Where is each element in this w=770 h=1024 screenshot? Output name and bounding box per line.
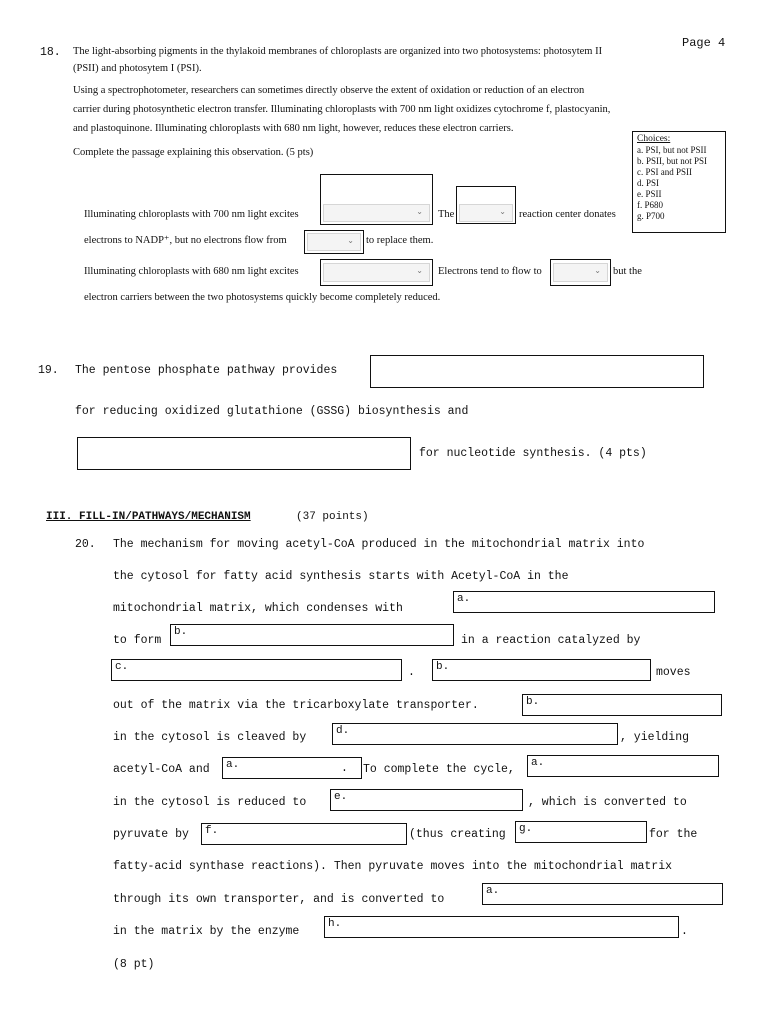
- dropdown-q18-2[interactable]: [459, 204, 513, 222]
- dropdown-q18-5[interactable]: [553, 263, 608, 282]
- choices-list: [637, 145, 707, 222]
- q20-line12: through its own transporter, and is converted to: [113, 893, 445, 906]
- answer-box-20d-1[interactable]: [332, 723, 618, 745]
- q20-line5-end: moves: [656, 666, 691, 679]
- blank-label-g: g.: [519, 823, 533, 835]
- q18-para-line2: carrier during photosynthetic electron transfer. Illuminating chloroplasts with 700 nm light oxidizes cytochrome f, plastocyanin,: [73, 104, 611, 115]
- answer-box-20c-1[interactable]: [111, 659, 402, 681]
- q20-line10-start: pyruvate by: [113, 828, 189, 841]
- q18-s3-text: Illuminating chloroplasts with 680 nm light excites: [84, 266, 299, 277]
- chevron-down-icon: ⌄: [499, 207, 506, 216]
- answer-box-q18-5[interactable]: [550, 259, 611, 286]
- choice-b: b. PSII, but not PSI: [637, 156, 708, 166]
- answer-box-20h-1[interactable]: [324, 916, 679, 938]
- q20-line5-period: .: [408, 666, 415, 679]
- q20-line9-start: in the cytosol is reduced to: [113, 796, 307, 809]
- answer-box-q18-1[interactable]: [320, 174, 433, 225]
- section-title: III. FILL-IN/PATHWAYS/MECHANISM: [46, 511, 251, 523]
- q20-line8-start: acetyl-CoA and: [113, 763, 210, 776]
- answer-box-20a-4[interactable]: [482, 883, 723, 905]
- q20-line13-end: .: [681, 925, 688, 938]
- q20-line11: fatty-acid synthase reactions). Then pyruvate moves into the mitochondrial matrix: [113, 860, 672, 873]
- q18-s3-end: but the: [613, 266, 642, 277]
- answer-box-q18-3[interactable]: [304, 230, 364, 254]
- q20-line7-end: , yielding: [620, 731, 690, 744]
- answer-box-q18-2[interactable]: [456, 186, 516, 224]
- blank-label-h: h.: [328, 918, 342, 930]
- q19-line1: The pentose phosphate pathway provides: [75, 364, 338, 377]
- q18-s2-text: electrons to NADP⁺, but no electrons flow from: [84, 235, 287, 246]
- choice-a: a. PSI, but not PSII: [637, 145, 707, 155]
- dropdown-q18-1[interactable]: [323, 204, 430, 222]
- question-19-number: 19.: [38, 364, 59, 377]
- dropdown-q18-3[interactable]: [307, 233, 361, 251]
- section-points: (37 points): [296, 511, 369, 523]
- answer-box-20b-3[interactable]: [522, 694, 722, 716]
- q20-line4-end: in a reaction catalyzed by: [461, 634, 641, 647]
- q20-line8-mid: To complete the cycle,: [363, 763, 515, 776]
- answer-box-20e-1[interactable]: [330, 789, 523, 811]
- q18-s2-end: to replace them.: [366, 235, 434, 246]
- blank-label-a: a.: [531, 757, 545, 769]
- answer-box-20a-1[interactable]: [453, 591, 715, 613]
- page-number: Page 4: [682, 36, 726, 50]
- blank-label-a: a.: [486, 885, 500, 897]
- q18-intro-line2: (PSII) and photosytem I (PSI).: [73, 63, 202, 74]
- q20-line4-start: to form: [113, 634, 162, 647]
- answer-box-q18-4[interactable]: [320, 259, 433, 286]
- question-18-number: 18.: [40, 46, 61, 59]
- q18-para-line1: Using a spectrophotometer, researchers can sometimes directly observe the extent of oxidation or reduction of an electron: [73, 85, 585, 96]
- q18-s1-end: reaction center donates: [519, 209, 616, 220]
- dropdown-q18-4[interactable]: [323, 263, 430, 282]
- q18-s4-text: electron carriers between the two photosystems quickly become completely reduced.: [84, 292, 441, 303]
- answer-box-20b-1[interactable]: [170, 624, 454, 646]
- q18-s1-the: The: [438, 209, 455, 220]
- q18-para-line3: and plastoquinone. Illuminating chloroplasts with 680 nm light, however, reduces these electron carriers.: [73, 123, 514, 134]
- q20-line1: The mechanism for moving acetyl-CoA produced in the mitochondrial matrix into: [113, 538, 645, 551]
- q20-line13-start: in the matrix by the enzyme: [113, 925, 300, 938]
- blank-label-b: b.: [526, 696, 540, 708]
- q20-line2: the cytosol for fatty acid synthesis starts with Acetyl-CoA in the: [113, 570, 569, 583]
- q19-line3: for nucleotide synthesis. (4 pts): [419, 447, 647, 460]
- blank-label-f: f.: [205, 825, 219, 837]
- q20-line6: out of the matrix via the tricarboxylate transporter.: [113, 699, 479, 712]
- answer-box-20f-1[interactable]: [201, 823, 407, 845]
- blank-label-a: a.: [457, 593, 471, 605]
- chevron-down-icon: ⌄: [594, 266, 601, 275]
- q20-line8-period: .: [341, 762, 348, 775]
- q18-intro-line1: The light-absorbing pigments in the thylakoid membranes of chloroplasts are organized into two photosystems: photosytem II: [73, 46, 603, 57]
- answer-box-20b-2[interactable]: [432, 659, 651, 681]
- choice-c: c. PSI and PSII: [637, 167, 693, 177]
- answer-box-20a-3[interactable]: [527, 755, 719, 777]
- blank-label-d: d.: [336, 725, 350, 737]
- blank-label-a: a.: [226, 759, 240, 771]
- answer-box-q19-1[interactable]: [370, 355, 704, 388]
- choices-box: [632, 131, 726, 233]
- answer-box-q19-2[interactable]: [77, 437, 411, 470]
- choices-title: Choices:: [637, 134, 671, 144]
- chevron-down-icon: ⌄: [347, 236, 354, 245]
- answer-box-20a-2[interactable]: [222, 757, 362, 779]
- q20-line9-end: , which is converted to: [528, 796, 687, 809]
- q20-points: (8 pt): [113, 958, 155, 971]
- chevron-down-icon: ⌄: [416, 266, 423, 275]
- choice-f: f. P680: [637, 200, 664, 210]
- answer-box-20g-1[interactable]: [515, 821, 647, 843]
- blank-label-e: e.: [334, 791, 348, 803]
- blank-label-b: b.: [436, 661, 450, 673]
- choice-e: e. PSII: [637, 189, 662, 199]
- q20-line10-mid: (thus creating: [409, 828, 506, 841]
- q20-line7-start: in the cytosol is cleaved by: [113, 731, 307, 744]
- choice-g: g. P700: [637, 211, 665, 221]
- chevron-down-icon: ⌄: [416, 207, 423, 216]
- blank-label-b: b.: [174, 626, 188, 638]
- question-20-number: 20.: [75, 538, 96, 551]
- choice-d: d. PSI: [637, 178, 660, 188]
- q18-prompt: Complete the passage explaining this observation. (5 pts): [73, 147, 314, 158]
- q18-s3-mid: Electrons tend to flow to: [438, 266, 542, 277]
- q19-line2: for reducing oxidized glutathione (GSSG) biosynthesis and: [75, 405, 469, 418]
- blank-label-c: c.: [115, 661, 129, 673]
- q20-line3: mitochondrial matrix, which condenses with: [113, 602, 403, 615]
- q20-line10-end: for the: [649, 828, 698, 841]
- q18-s1-text: Illuminating chloroplasts with 700 nm light excites: [84, 209, 299, 220]
